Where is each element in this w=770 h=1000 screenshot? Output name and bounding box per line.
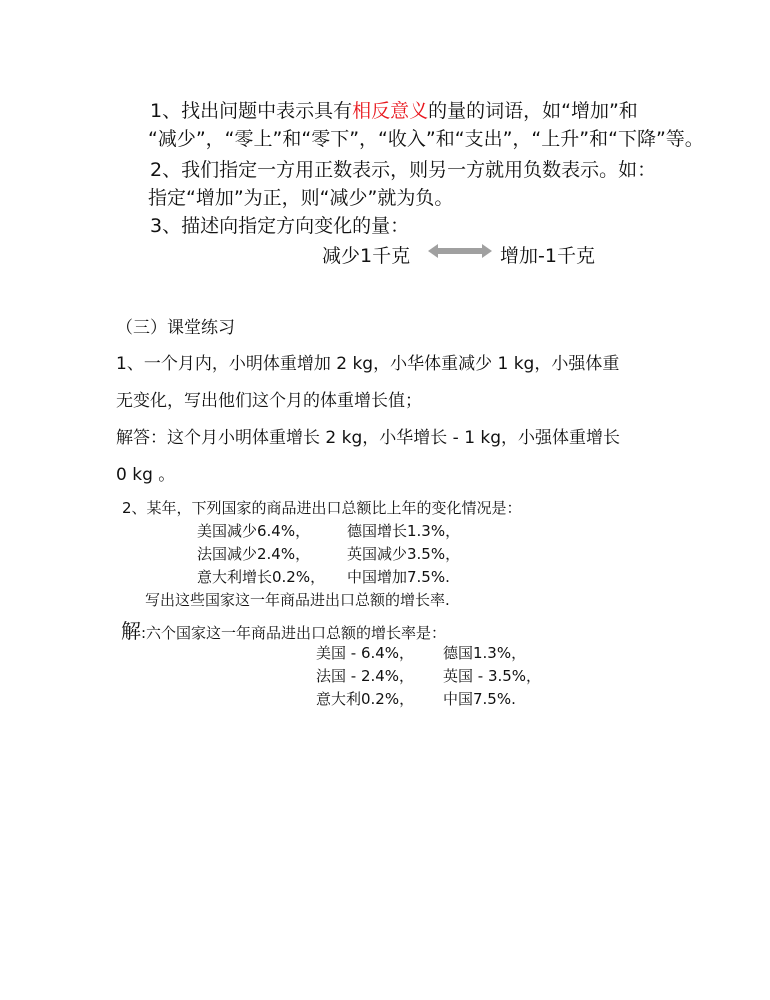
example-right: 增加-1千克 — [500, 245, 595, 267]
q2-row-1-right: 德国增长1.3%， — [347, 522, 461, 540]
question-2-stem: 2、某年，下列国家的商品进出口总额比上年的变化情况是： — [122, 499, 522, 517]
intro-line-4: 指定“增加”为正，则“减少”就为负。 — [148, 187, 454, 209]
intro-line-1-start: 1、找出问题中表示具有 — [150, 100, 353, 122]
answer-2-stem — [121, 615, 446, 644]
answer-1-line-1: 解答：这个月小明体重增长 2 kg，小华增长 - 1 kg，小强体重增长 — [116, 428, 621, 448]
question-2-ask: 写出这些国家这一年商品进出口总额的增长率. — [145, 591, 450, 609]
answer-1-line-2: 0 kg 。 — [116, 465, 176, 485]
a2-row-2-right: 英国 - 3.5%， — [443, 667, 542, 685]
a2-row-2-left: 法国 - 2.4%， — [316, 667, 415, 685]
highlight-text: 相反意义 — [352, 100, 429, 122]
a2-row-3-left: 意大利0.2%， — [316, 690, 415, 708]
a2-row-1-left: 美国 - 6.4%， — [316, 644, 415, 662]
q2-row-2-right: 英国减少3.5%， — [347, 545, 461, 563]
q2-row-3-right: 中国增加7.5%. — [347, 568, 450, 586]
intro-line-1 — [150, 96, 638, 123]
intro-line-5: 3、描述向指定方向变化的量： — [150, 215, 410, 237]
intro-line-2: “减少”，“零上”和“零下”，“收入”和“支出”，“上升”和“下降”等。 — [148, 128, 704, 150]
q2-row-1-left: 美国减少6.4%， — [197, 522, 311, 540]
q2-row-2-left: 法国减少2.4%， — [197, 545, 311, 563]
a2-row-1-right: 德国1.3%， — [443, 644, 527, 662]
intro-line-3: 2、我们指定一方用正数表示，则另一方就用负数表示。如： — [150, 159, 657, 181]
answer-2-text: :六个国家这一年商品进出口总额的增长率是： — [141, 624, 447, 642]
section-title: （三）课堂练习 — [116, 318, 235, 338]
question-1-line-2: 无变化，写出他们这个月的体重增长值； — [116, 391, 422, 411]
a2-row-3-right: 中国7.5%. — [443, 690, 516, 708]
example-left: 减少1千克 — [322, 245, 411, 267]
intro-line-1-end: 的量的词语，如“增加”和 — [428, 100, 638, 122]
double-arrow-icon — [428, 243, 492, 259]
answer-2-lead: 解 — [121, 619, 141, 643]
q2-row-3-left: 意大利增长0.2%， — [197, 568, 326, 586]
question-1-line-1: 1、一个月内，小明体重增加 2 kg，小华体重减少 1 kg，小强体重 — [116, 354, 620, 374]
